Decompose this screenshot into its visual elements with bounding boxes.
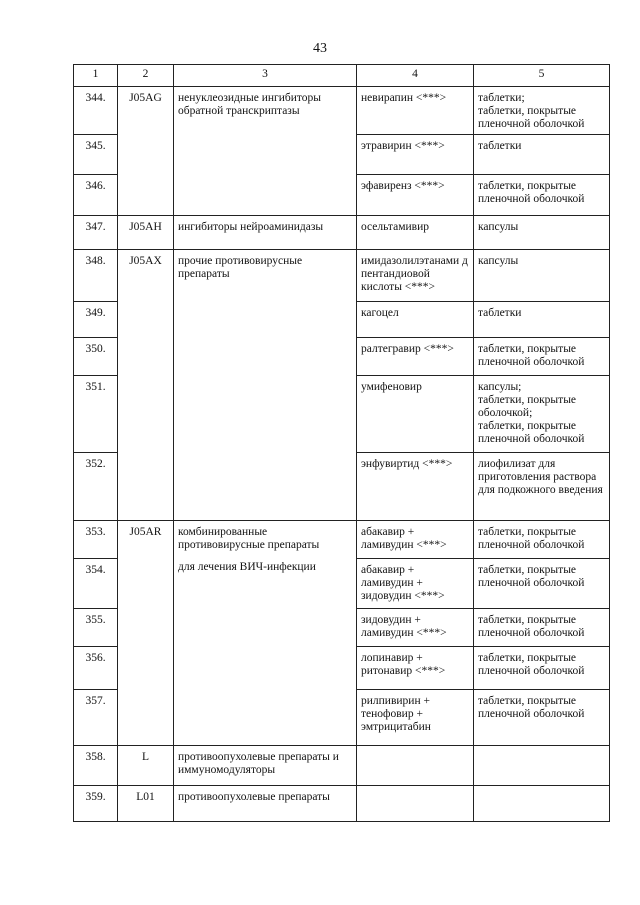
table-row — [74, 250, 610, 302]
drug-name: абакавир + ламивудин + зидовудин <***> — [357, 559, 474, 609]
row-number: 347. — [74, 216, 118, 250]
header-cell-5: 5 — [474, 65, 610, 87]
atc-code: J05AH — [118, 216, 174, 250]
pharmacological-group: для лечения ВИЧ-инфекции — [174, 559, 357, 746]
pharmacological-group: ингибиторы нейроаминидазы — [174, 216, 357, 250]
header-cell-3: 3 — [174, 65, 357, 87]
row-number: 356. — [74, 647, 118, 690]
atc-code: L01 — [118, 786, 174, 822]
dosage-form: таблетки, покрытые пленочной оболочкой — [474, 609, 610, 647]
header-cell-2: 2 — [118, 65, 174, 87]
dosage-form: таблетки — [474, 302, 610, 338]
drug-name: энфувиртид <***> — [357, 453, 474, 521]
dosage-form: таблетки, покрытые пленочной оболочкой — [474, 338, 610, 376]
pharmacological-group: комбинированные противовирусные препараты — [174, 521, 357, 559]
atc-code: J05AX — [118, 250, 174, 521]
drug-name: кагоцел — [357, 302, 474, 338]
drug-name: осельтамивир — [357, 216, 474, 250]
dosage-form — [474, 376, 610, 453]
drug-list-table — [73, 64, 610, 822]
page-number: 43 — [313, 41, 327, 56]
atc-code: L — [118, 746, 174, 786]
atc-code: J05AR — [118, 521, 174, 746]
dosage-form-text: таблетки; таблетки, покрытые пленочной оболочкой — [478, 92, 585, 130]
atc-code: J05AG — [118, 87, 174, 216]
dosage-form: лиофилизат для приготовления раствора для подкожного введения — [474, 453, 610, 521]
row-number: 357. — [74, 690, 118, 746]
row-number: 354. — [74, 559, 118, 609]
dosage-form — [474, 746, 610, 786]
row-number: 355. — [74, 609, 118, 647]
drug-name: невирапин <***> — [357, 87, 474, 135]
row-number: 344. — [74, 87, 118, 135]
row-number: 358. — [74, 746, 118, 786]
drug-name: эфавиренз <***> — [357, 175, 474, 216]
drug-name: этравирин <***> — [357, 135, 474, 175]
dosage-form: таблетки, покрытые пленочной оболочкой — [474, 521, 610, 559]
dosage-form — [474, 786, 610, 822]
pharmacological-group: ненуклеозидные ингибиторы обратной транскриптазы — [174, 87, 357, 216]
row-number: 352. — [74, 453, 118, 521]
table-row — [74, 87, 610, 135]
drug-name: лопинавир + ритонавир <***> — [357, 647, 474, 690]
dosage-form: капсулы — [474, 216, 610, 250]
row-number: 351. — [74, 376, 118, 453]
dosage-form: таблетки, покрытые пленочной оболочкой — [474, 690, 610, 746]
drug-name — [357, 786, 474, 822]
row-number: 345. — [74, 135, 118, 175]
dosage-form-text: капсулы; таблетки, покрытые оболочкой; таблетки, покрытые пленочной оболочкой — [478, 381, 585, 445]
drug-name: абакавир + ламивудин <***> — [357, 521, 474, 559]
row-number: 359. — [74, 786, 118, 822]
dosage-form: таблетки, покрытые пленочной оболочкой — [474, 175, 610, 216]
table-row — [74, 746, 610, 786]
row-number: 350. — [74, 338, 118, 376]
table-row — [74, 521, 610, 559]
drug-name: рилпивирин + тенофовир + эмтрицитабин — [357, 690, 474, 746]
table-row — [74, 216, 610, 250]
dosage-form: таблетки — [474, 135, 610, 175]
dosage-form: таблетки, покрытые пленочной оболочкой — [474, 647, 610, 690]
pharmacological-group: прочие противовирусные препараты — [174, 250, 357, 521]
drug-name: зидовудин + ламивудин <***> — [357, 609, 474, 647]
drug-name — [357, 746, 474, 786]
dosage-form: капсулы — [474, 250, 610, 302]
drug-name: умифеновир — [357, 376, 474, 453]
pharmacological-group: противоопухолевые препараты и иммуномодуляторы — [174, 746, 357, 786]
dosage-form — [474, 87, 610, 135]
row-number: 349. — [74, 302, 118, 338]
table-header-row — [74, 65, 610, 87]
drug-name: ралтегравир <***> — [357, 338, 474, 376]
header-cell-1: 1 — [74, 65, 118, 87]
header-cell-4: 4 — [357, 65, 474, 87]
drug-name: имидазолилэтанами д пентандиовой кислоты <***> — [357, 250, 474, 302]
row-number: 348. — [74, 250, 118, 302]
row-number: 353. — [74, 521, 118, 559]
pharmacological-group: противоопухолевые препараты — [174, 786, 357, 822]
table-row — [74, 786, 610, 822]
dosage-form: таблетки, покрытые пленочной оболочкой — [474, 559, 610, 609]
row-number: 346. — [74, 175, 118, 216]
